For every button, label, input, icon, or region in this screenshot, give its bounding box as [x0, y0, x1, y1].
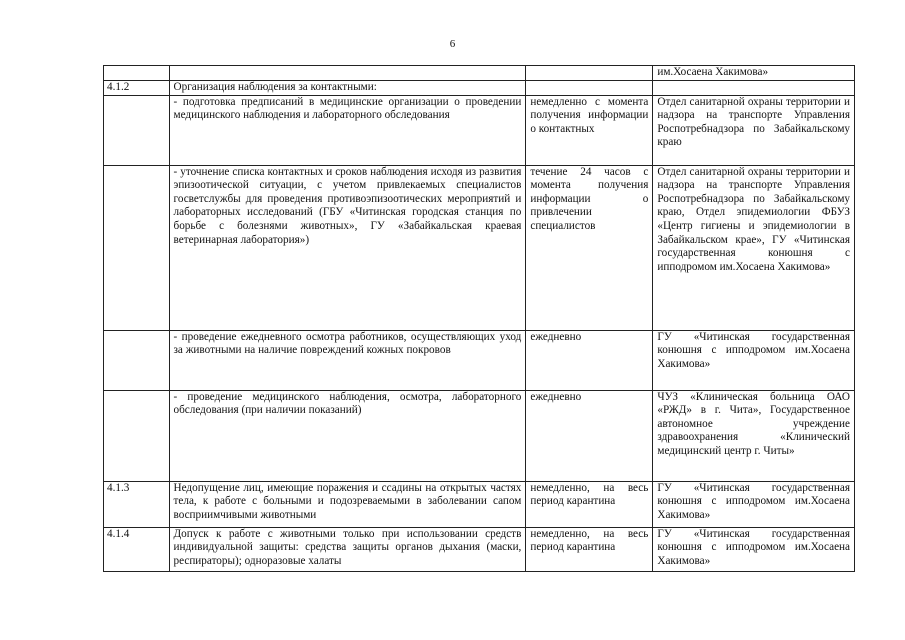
term-cell: немедленно, на весь период карантина	[526, 527, 653, 571]
table-row	[104, 66, 855, 81]
table-row	[104, 81, 855, 96]
table-row	[104, 165, 855, 330]
table-row	[104, 330, 855, 390]
item-number	[104, 66, 170, 81]
action-cell: Организация наблюдения за контактными:	[169, 81, 526, 96]
table-row	[104, 481, 855, 527]
action-cell: - проведение ежедневного осмотра работников, осуществляющих уход за животными на наличие повреждений кожных покровов	[169, 330, 526, 390]
item-number: 4.1.4	[104, 527, 170, 571]
table-row	[104, 527, 855, 571]
responsible-cell: ГУ «Читинская государственная конюшня с ипподромом им.Хосаена Хакимова»	[653, 481, 855, 527]
responsible-cell: ЧУЗ «Клиническая больница ОАО «РЖД» в г. Чита», Государственное автономное учреждение здравоохранения «Клинический медицинский центр г. Читы»	[653, 390, 855, 481]
term-cell: немедленно, на весь период карантина	[526, 481, 653, 527]
action-cell: Недопущение лиц, имеющие поражения и ссадины на открытых частях тела, к работе с больными и подозреваемыми в заболевании сапом восприимчивыми животными	[169, 481, 526, 527]
item-number	[104, 165, 170, 330]
table-row	[104, 95, 855, 165]
term-cell	[526, 66, 653, 81]
term-cell: немедленно с момента получения информации о контактных	[526, 95, 653, 165]
table-row	[104, 390, 855, 481]
item-number	[104, 330, 170, 390]
term-cell: ежедневно	[526, 390, 653, 481]
responsible-cell: им.Хосаена Хакимова»	[653, 66, 855, 81]
term-cell	[526, 81, 653, 96]
item-number: 4.1.3	[104, 481, 170, 527]
responsible-cell: Отдел санитарной охраны территории и надзора на транспорте Управления Роспотребнадзора по Забайкальскому краю, Отдел эпидемиологии ФБУЗ «Центр гигиены и эпидемиологии в Забайкальском крае», ГУ «Читинская государственная конюшня с ипподромом им.Хосаена Хакимова»	[653, 165, 855, 330]
responsible-cell: ГУ «Читинская государственная конюшня с ипподромом им.Хосаена Хакимова»	[653, 330, 855, 390]
action-cell: - проведение медицинского наблюдения, осмотра, лабораторного обследования (при наличии показаний)	[169, 390, 526, 481]
action-cell: Допуск к работе с животными только при использовании средств индивидуальной защиты: средства защиты органов дыхания (маски, респираторы); одноразовые халаты	[169, 527, 526, 571]
action-cell: - подготовка предписаний в медицинские организации о проведении медицинского наблюдения и лабораторного обследования	[169, 95, 526, 165]
page-number: 6	[449, 38, 456, 50]
responsible-cell	[653, 81, 855, 96]
measures-table	[103, 65, 855, 572]
action-cell	[169, 66, 526, 81]
action-cell: - уточнение списка контактных и сроков наблюдения исходя из развития эпизоотической ситуации, с учетом привлекаемых специалистов госветслужбы для проведения противоэпизоотических мероприятий и лабораторных исследований (ГБУ «Читинская городская станция по борьбе с болезнями животных», ГУ «Забайкальская краевая ветеринарная лаборатория»)	[169, 165, 526, 330]
responsible-cell: Отдел санитарной охраны территории и надзора на транспорте Управления Роспотребнадзора по Забайкальскому краю	[653, 95, 855, 165]
term-cell: течение 24 часов с момента получения информации о привлечении специалистов	[526, 165, 653, 330]
term-cell: ежедневно	[526, 330, 653, 390]
item-number	[104, 95, 170, 165]
responsible-cell: ГУ «Читинская государственная конюшня с ипподромом им.Хосаена Хакимова»	[653, 527, 855, 571]
item-number: 4.1.2	[104, 81, 170, 96]
item-number	[104, 390, 170, 481]
